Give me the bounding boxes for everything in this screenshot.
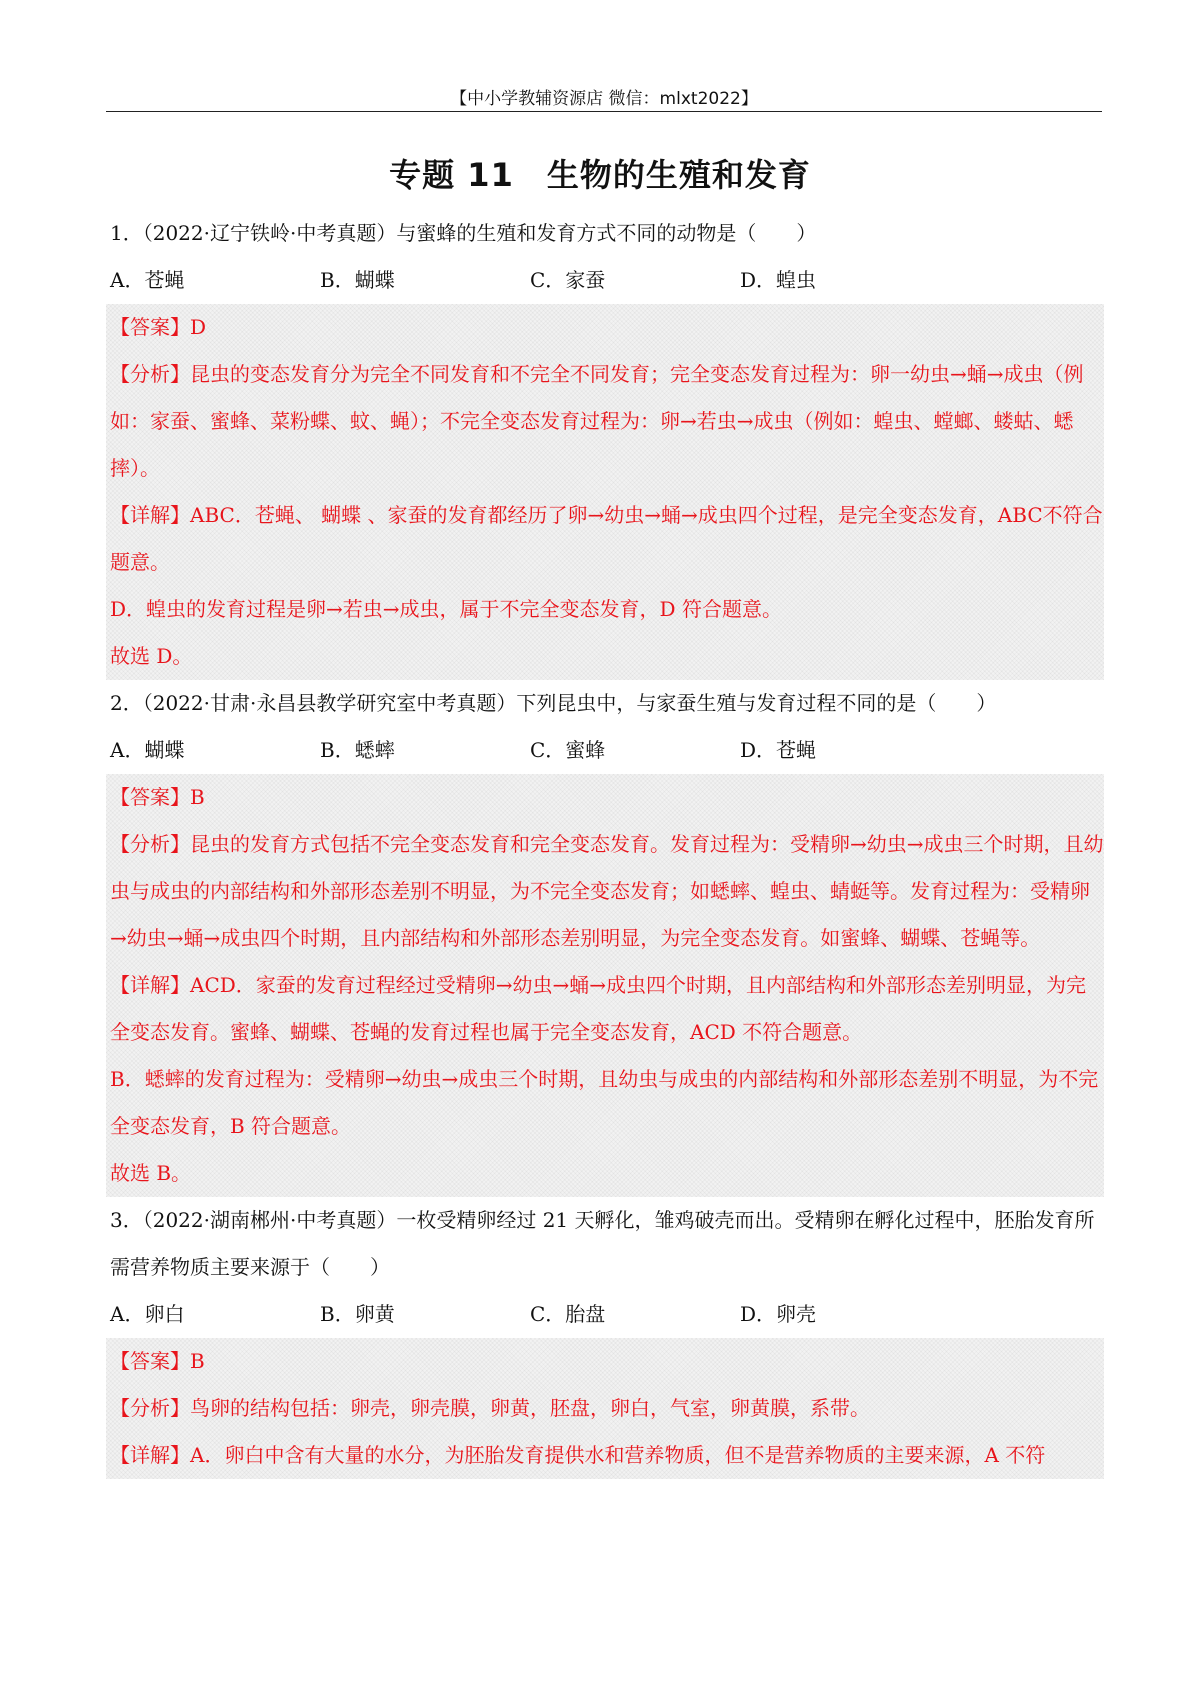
option-d: D．苍蝇 [740,738,817,762]
detail-paragraph: D．蝗虫的发育过程是卵→若虫→成虫，属于不完全变态发育，D 符合题意。 [110,597,782,621]
analysis-paragraph: 【分析】昆虫的变态发育分为完全不同发育和不完全不同发育；完全变态发育过程为：卵一幼虫→蛹→成虫（例如：家蚕、蜜蜂、菜粉蝶、蚊、蝇）；不完全变态发育过程为：卵→若虫→成虫（例如：蝗虫、螳螂、蝼蛄、蟋摔）。 [110,362,1084,480]
option-b: B．卵黄 [320,1302,395,1326]
question-3 [110,1197,1100,1479]
option-b: B．蝴蝶 [320,268,395,292]
question-options [110,257,1100,304]
question-options [110,1291,1100,1338]
question-1 [110,210,1103,680]
question-stem: 1．（2022·辽宁铁岭·中考真题）与蜜蜂的生殖和发育方式不同的动物是（ ） [110,221,817,245]
answer-block [106,1338,1104,1479]
option-a: A．苍蝇 [110,268,185,292]
questions-list [110,210,1104,1479]
option-c: C．胎盘 [530,1302,606,1326]
option-b: B．蟋蟀 [320,738,395,762]
answer-block [106,774,1104,1197]
detail-paragraph: 【详解】A．卵白中含有大量的水分，为胚胎发育提供水和营养物质，但不是营养物质的主要来源，A 不符 [110,1443,1046,1467]
answer-line: 【答案】B [110,785,205,809]
option-c: C．家蚕 [530,268,606,292]
analysis-paragraph: 【分析】昆虫的发育方式包括不完全变态发育和完全变态发育。发育过程为：受精卵→幼虫→成虫三个时期，且幼虫与成虫的内部结构和外部形态差别不明显，为不完全变态发育；如蟋蟀、蝗虫、蜻蜓等。发育过程为：受精卵→幼虫→蛹→成虫四个时期，且内部结构和外部形态差别明显，为完全变态发育。如蜜蜂、蝴蝶、苍蝇等。 [110,832,1104,950]
option-a: A．蝴蝶 [110,738,185,762]
question-stem: 2．（2022·甘肃·永昌县教学研究室中考真题）下列昆虫中，与家蚕生殖与发育过程不同的是（ ） [110,691,997,715]
answer-line: 【答案】D [110,315,207,339]
detail-paragraph: 【详解】ACD．家蚕的发育过程经过受精卵→幼虫→蛹→成虫四个时期，且内部结构和外部形态差别明显，为完全变态发育。蜜蜂、蝴蝶、苍蝇的发育过程也属于完全变态发育，ACD 不符合题意。 [110,973,1087,1044]
final-choice: 故选 D。 [110,644,193,668]
detail-paragraph: B．蟋蟀的发育过程为：受精卵→幼虫→成虫三个时期，且幼虫与成虫的内部结构和外部形态差别不明显，为不完全变态发育，B 符合题意。 [110,1067,1099,1138]
detail-paragraph: 【详解】ABC．苍蝇、 蝴蝶 、家蚕的发育都经历了卵→幼虫→蛹→成虫四个过程，是完全变态发育，ABC不符合题意。 [110,503,1103,574]
option-d: D．卵壳 [740,1302,817,1326]
question-options [110,727,1100,774]
header-divider [106,111,1102,112]
option-d: D．蝗虫 [740,268,817,292]
answer-block [106,304,1104,680]
question-stem: 3．（2022·湖南郴州·中考真题）一枚受精卵经过 21 天孵化，雏鸡破壳而出。受精卵在孵化过程中，胚胎发育所需营养物质主要来源于（ ） [110,1208,1095,1279]
answer-line: 【答案】B [110,1349,205,1373]
option-a: A．卵白 [110,1302,185,1326]
page-header: 【中小学教辅资源店 微信：mlxt2022】 [450,89,758,109]
option-c: C．蜜蜂 [530,738,606,762]
final-choice: 故选 B。 [110,1161,192,1185]
question-2 [110,680,1104,1197]
analysis-paragraph: 【分析】鸟卵的结构包括：卵壳，卵壳膜，卵黄，胚盘，卵白，气室，卵黄膜，系带。 [110,1396,870,1420]
page-title: 专题 11 生物的生殖和发育 [389,156,811,194]
